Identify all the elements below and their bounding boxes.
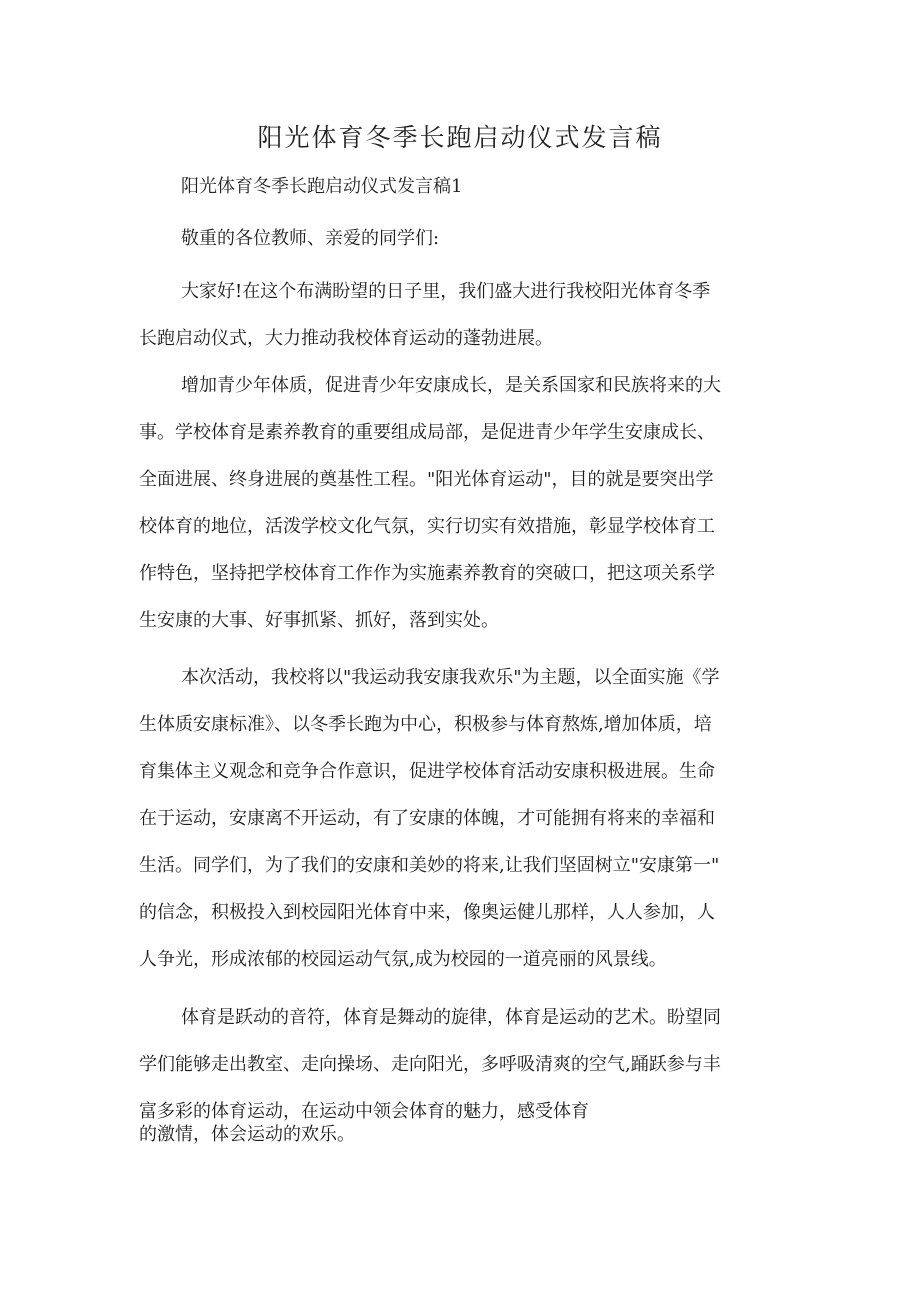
greeting-line: 敬重的各位教师、亲爱的同学们: [181, 228, 440, 249]
paragraph-4 [139, 994, 789, 1135]
paragraph-line: 生体质安康标准》、以冬季长跑为中心，积极参与体育熬炼,增加体质，培 [139, 714, 712, 735]
paragraph-line: 增加青少年体质，促进青少年安康成长，是关系国家和民族将来的大 [181, 375, 721, 396]
paragraph-line: 学们能够走出教室、走向操场、走向阳光，多呼吸清爽的空气,踊跃参与丰 [139, 1054, 721, 1075]
paragraph-line: 育集体主义观念和竞争合作意识，促进学校体育活动安康积极进展。生命 [139, 761, 715, 782]
paragraph-tail: 的激情，体会运动的欢乐。 [139, 1124, 355, 1145]
paragraph-line: 长跑启动仪式，大力推动我校体育运动的蓬勃进展。 [139, 328, 553, 349]
paragraph-line: 人争光，形成浓郁的校园运动气氛,成为校园的一道亮丽的风景线。 [139, 949, 667, 970]
paragraph-line: 生安康的大事、好事抓紧、抓好，落到实处。 [139, 610, 499, 631]
paragraph-line: 在于运动，安康离不开运动，有了安康的体魄，才可能拥有将来的幸福和 [139, 808, 715, 829]
paragraph-line: 作特色，坚持把学校体育工作作为实施素养教育的突破口，把这项关系学 [139, 563, 715, 584]
paragraph-2 [139, 362, 789, 644]
paragraph-line: 大家好!在这个布满盼望的日子里，我们盛大进行我校阳光体育冬季 [181, 281, 711, 302]
paragraph-line: 富多彩的体育运动，在运动中领会体育的魅力，感受体育 [139, 1101, 589, 1122]
document-subtitle: 阳光体育冬季长跑启动仪式发言稿1 [181, 176, 463, 197]
paragraph-line: 的信念，积极投入到校园阳光体育中来，像奥运健儿那样，人人参加，人 [139, 902, 715, 923]
paragraph-1 [139, 268, 789, 362]
paragraph-3 [139, 654, 789, 983]
document-title: 阳光体育冬季长跑启动仪式发言稿 [257, 123, 663, 152]
paragraph-line: 生活。同学们，为了我们的安康和美妙的将来,让我们坚固树立"安康第一" [139, 855, 720, 876]
paragraph-line: 事。学校体育是素养教育的重要组成局部，是促进青少年学生安康成长、 [139, 422, 715, 443]
paragraph-line: 全面进展、终身进展的奠基性工程。"阳光体育运动"，目的就是要突出学 [139, 469, 714, 490]
paragraph-line: 本次活动，我校将以"我运动我安康我欢乐"为主题，以全面实施《学 [181, 667, 720, 688]
paragraph-line: 校体育的地位，活泼学校文化气氛，实行切实有效措施，彰显学校体育工 [139, 516, 715, 537]
paragraph-line: 体育是跃动的音符，体育是舞动的旋律，体育是运动的艺术。盼望同 [181, 1007, 721, 1028]
